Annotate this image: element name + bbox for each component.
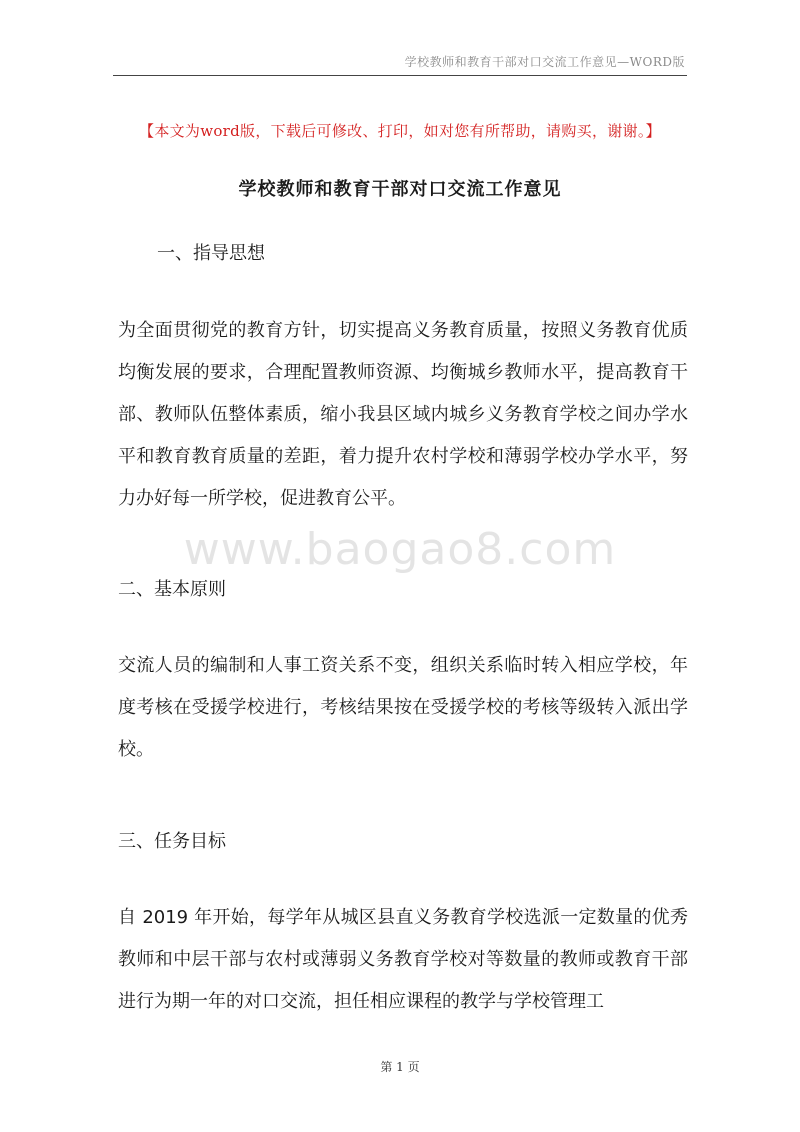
document-title: 学校教师和教育干部对口交流工作意见 bbox=[238, 179, 562, 200]
header-divider bbox=[113, 75, 687, 76]
watermark: www.baogao8.com bbox=[183, 524, 617, 575]
section-body-guiding-ideology: 为全面贯彻党的教育方针，切实提高义务教育质量，按照义务教育优质均衡发展的要求，合理配置教师资源、均衡城乡教师水平，提高教育干部、教师队伍整体素质，缩小我县区域内城乡义务教育学校之间办学水平和教育教育质量的差距，着力提升农村学校和薄弱学校办学水平，努力办好每一所学校，促进教育公平。 bbox=[118, 320, 688, 509]
section-heading-basic-principles: 二、基本原则 bbox=[118, 579, 226, 600]
section-body-basic-principles: 交流人员的编制和人事工资关系不变，组织关系临时转入相应学校，年度考核在受援学校进行，考核结果按在受援学校的考核等级转入派出学校。 bbox=[118, 655, 688, 760]
section-heading-task-goals: 三、任务目标 bbox=[118, 831, 226, 852]
page-number: 第 1 页 bbox=[380, 1060, 420, 1074]
section-heading-guiding-ideology: 一、指导思想 bbox=[157, 243, 265, 264]
section-body-task-goals: 自 2019 年开始，每学年从城区县直义务教育学校选派一定数量的优秀教师和中层干部与农村或薄弱义务教育学校对等数量的教师或教育干部进行为期一年的对口交流，担任相应课程的教学与学校管理工 bbox=[118, 907, 688, 1012]
download-notice: 【本文为word版，下载后可修改、打印，如对您有所帮助，请购买，谢谢。】 bbox=[139, 122, 661, 140]
running-header: 学校教师和教育干部对口交流工作意见—WORD版 bbox=[404, 55, 685, 69]
